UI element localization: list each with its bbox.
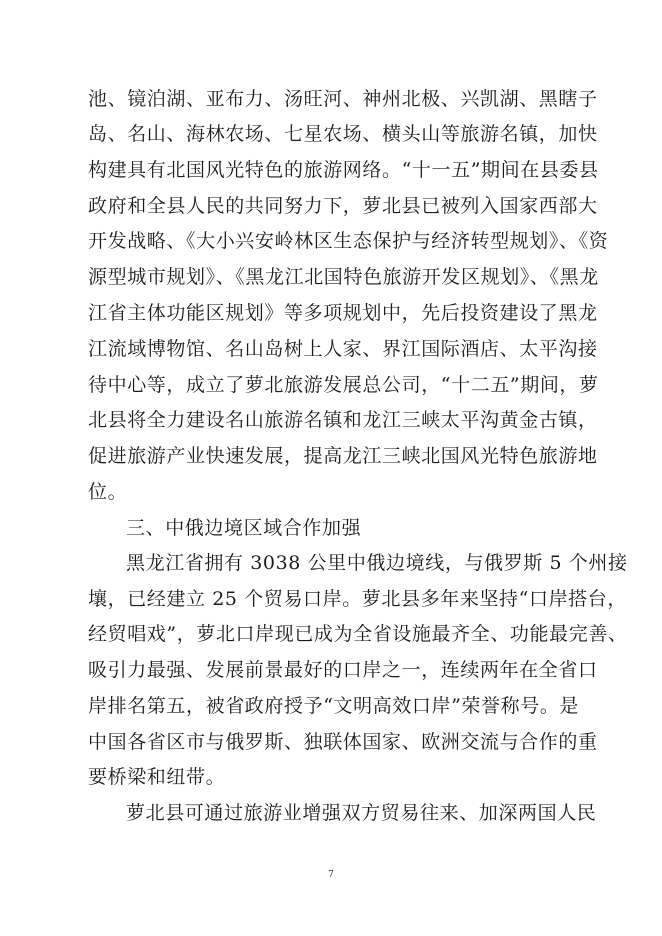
text-line: 江流域博物馆、名山岛树上人家、界江国际酒店、太平沟接 <box>88 338 598 360</box>
text-line: 吸引力最强、发展前景最好的口岸之一，连续两年在全省口 <box>88 659 598 681</box>
paragraph-first-line: 黑龙江省拥有 3038 公里中俄边境线，与俄罗斯 5 个州接 <box>126 552 628 574</box>
text-line: 源型城市规划》、《黑龙江北国特色旅游开发区规划》、《黑龙 <box>88 266 599 288</box>
text-line: 经贸唱戏”，萝北口岸现已成为全省设施最齐全、功能最完善、 <box>88 623 628 645</box>
text-line: 北县将全力建设名山旅游名镇和龙江三峡太平沟黄金古镇， <box>88 409 598 431</box>
text-line: 江省主体功能区规划》等多项规划中，先后投资建设了黑龙 <box>88 302 598 324</box>
text-line: 政府和全县人民的共同努力下，萝北县已被列入国家西部大 <box>88 195 598 217</box>
text-line: 开发战略、《大小兴安岭林区生态保护与经济转型规划》、《资 <box>88 230 609 252</box>
text-line: 池、镜泊湖、亚布力、汤旺河、神州北极、兴凯湖、黑瞎子 <box>88 88 598 110</box>
text-line: 中国各省区市与俄罗斯、独联体国家、欧洲交流与合作的重 <box>88 731 598 753</box>
paragraph-first-line: 萝北县可通过旅游业增强双方贸易往来、加深两国人民 <box>126 802 597 824</box>
text-line: 岸排名第五，被省政府授予“文明高效口岸”荣誉称号。是 <box>88 695 580 717</box>
text-line: 岛、名山、海林农场、七星农场、横头山等旅游名镇，加快 <box>88 123 598 145</box>
page-number: 7 <box>328 870 334 880</box>
text-line: 促进旅游产业快速发展，提高龙江三峡北国风光特色旅游地 <box>88 445 598 467</box>
text-line: 构建具有北国风光特色的旅游网络。“十一五”期间在县委县 <box>88 159 599 181</box>
text-line: 要桥梁和纽带。 <box>88 766 226 788</box>
section-heading: 三、中俄边境区域合作加强 <box>126 517 362 539</box>
text-line: 壤，已经建立 25 个贸易口岸。萝北县多年来坚持“口岸搭台， <box>88 588 627 610</box>
text-line: 待中心等，成立了萝北旅游发展总公司，“十二五”期间，萝 <box>88 374 599 396</box>
text-line: 位。 <box>88 481 128 503</box>
